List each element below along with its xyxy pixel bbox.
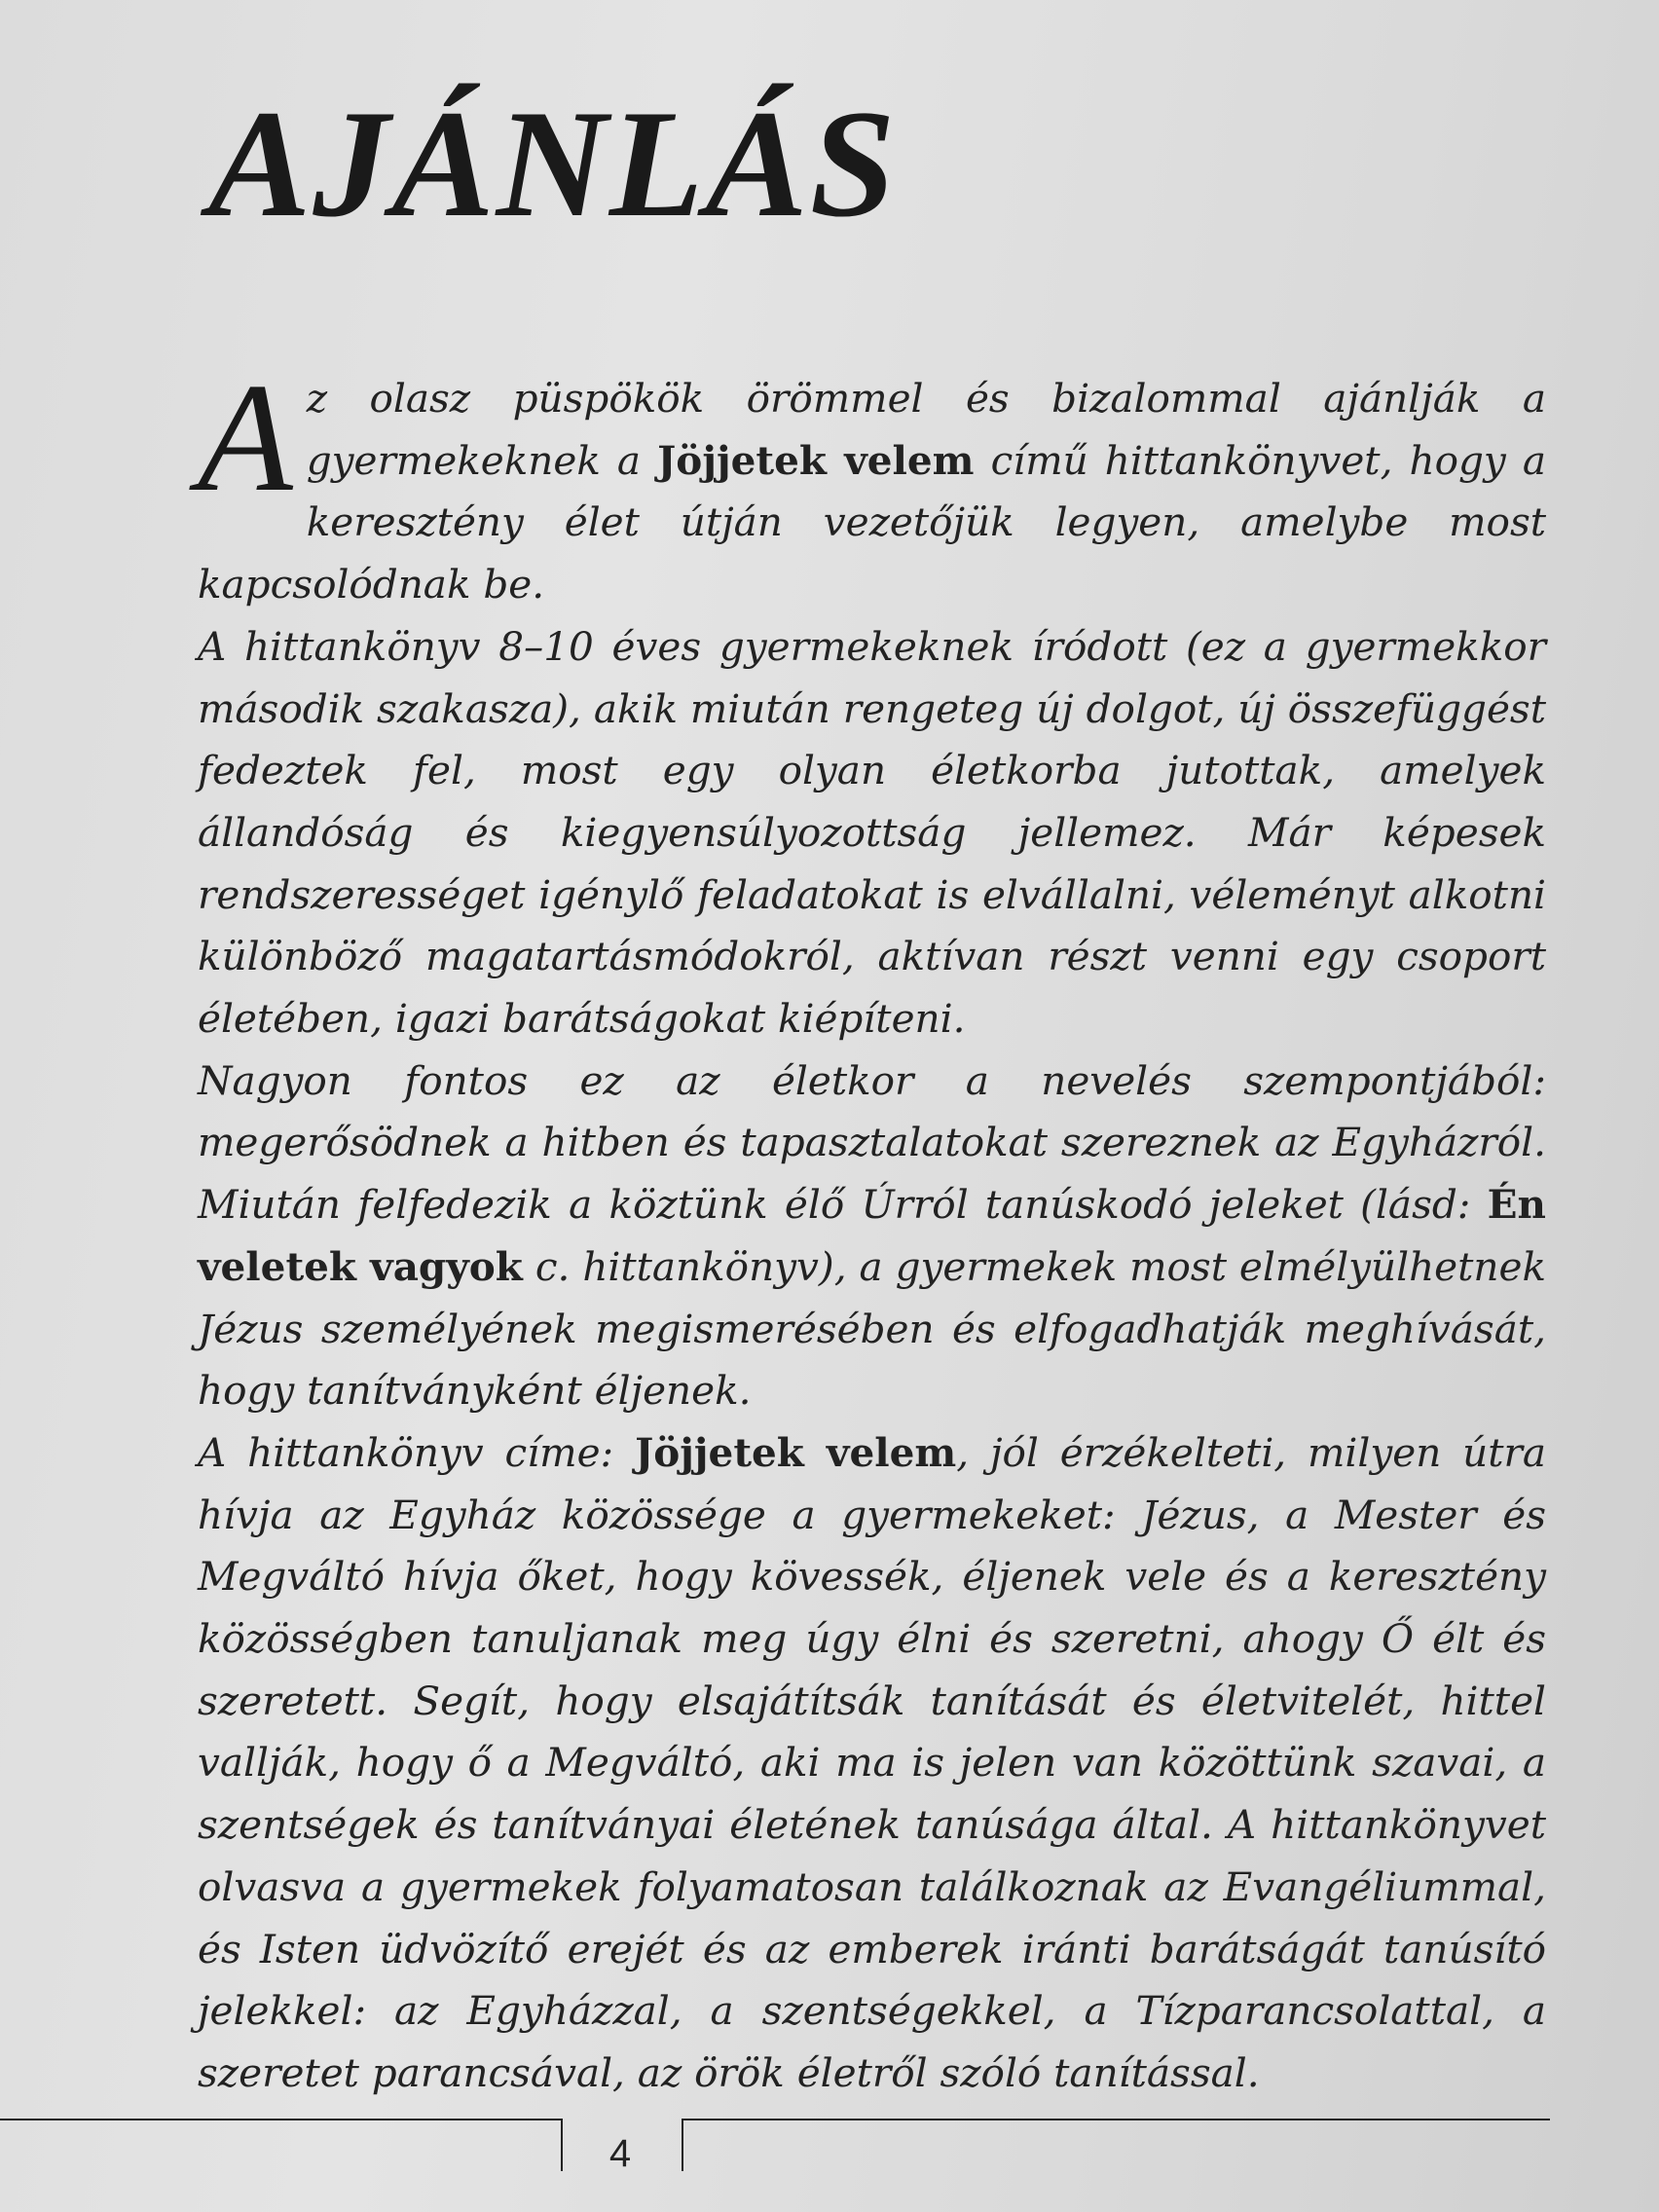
- paragraph-3: [198, 1051, 1546, 1422]
- drop-cap: A: [198, 350, 293, 524]
- paragraph-3-text-b: c. hittankönyv), a gyermekek most elmélyülhetnek Jézus személyének megismerésében és elfogadhatják meghívását, hogy tanítványként éljenek.: [198, 1242, 1547, 1415]
- footer-tick-left: [561, 2119, 563, 2171]
- paragraph-1: [198, 350, 1546, 616]
- footer-tick-right: [682, 2119, 683, 2171]
- body-text: [198, 350, 1547, 2105]
- paragraph-1-text-a: z olasz püspökök örömmel és bizalommal ajánlják a gyermekeknek a: [306, 375, 1546, 484]
- paragraph-4: [198, 1422, 1546, 2105]
- paragraph-2-text: A hittankönyv 8–10 éves gyermekeknek íródott (ez a gyermekkor második szakasza), akik miután rengeteg új dolgot, új összefüggést fedeztek fel, most egy olyan életkorba jutottak, amelyek állandóság és kiegyensúlyozottság jellemez. Már képesek rendszerességet igénylő feladatokat is elvállalni, véleményt alkotni különböző magatartásmódokról, aktívan részt venni egy csoport életében, igazi barátságokat kiépíteni.: [198, 622, 1546, 1043]
- paragraph-4-text-a: A hittankönyv címe:: [198, 1428, 636, 1476]
- footer-rule-right: [682, 2119, 1550, 2120]
- paragraph-2: [198, 616, 1546, 1051]
- page-title: AJÁNLÁS: [208, 79, 898, 249]
- page-number: 4: [608, 2132, 632, 2175]
- paragraph-4-text-b: , jól érzékelteti, milyen útra hívja az Egyház közössége a gyermekeket: Jézus, a Mester és Megváltó hívja őket, hogy kövessék, éljenek vele és a keresztény közösségben tanuljanak meg úgy élni és szeretni, ahogy Ő élt és szeretett. Segít, hogy elsajátítsák tanítását és életvitelét, hittel vallják, hogy ő a Megváltó, aki ma is jelen van közöttünk szavai, a szentségek és tanítványai életének tanúsága által. A hittankönyvet olvasva a gyermekek folyamatosan találkoznak az Evangéliummal, és Isten üdvözítő erejét és az emberek iránti barátságát tanúsító jelekkel: az Egyházzal, a szentségekkel, a Tízparancsolattal, a szeretet parancsával, az örök életről szóló tanítással.: [198, 1428, 1546, 2096]
- footer-rule-left: [0, 2119, 563, 2120]
- book-title-bold: Jöjjetek velem: [635, 1428, 957, 1476]
- book-title-bold: Jöjjetek velem: [657, 436, 975, 484]
- paragraph-1-text-b: című hittankönyvet, hogy a keresztény élet útján vezetőjük legyen, amelybe most kapcsolódnak be.: [198, 436, 1546, 608]
- paragraph-3-text-a: Nagyon fontos ez az életkor a nevelés szempontjából: megerősödnek a hitben és tapasztalatokat szereznek az Egyházról. Miután felfedezik a köztünk élő Úrról tanúskodó jeleket (lásd:: [198, 1056, 1546, 1229]
- referenced-book-bold: Én veletek vagyok: [198, 1181, 1546, 1290]
